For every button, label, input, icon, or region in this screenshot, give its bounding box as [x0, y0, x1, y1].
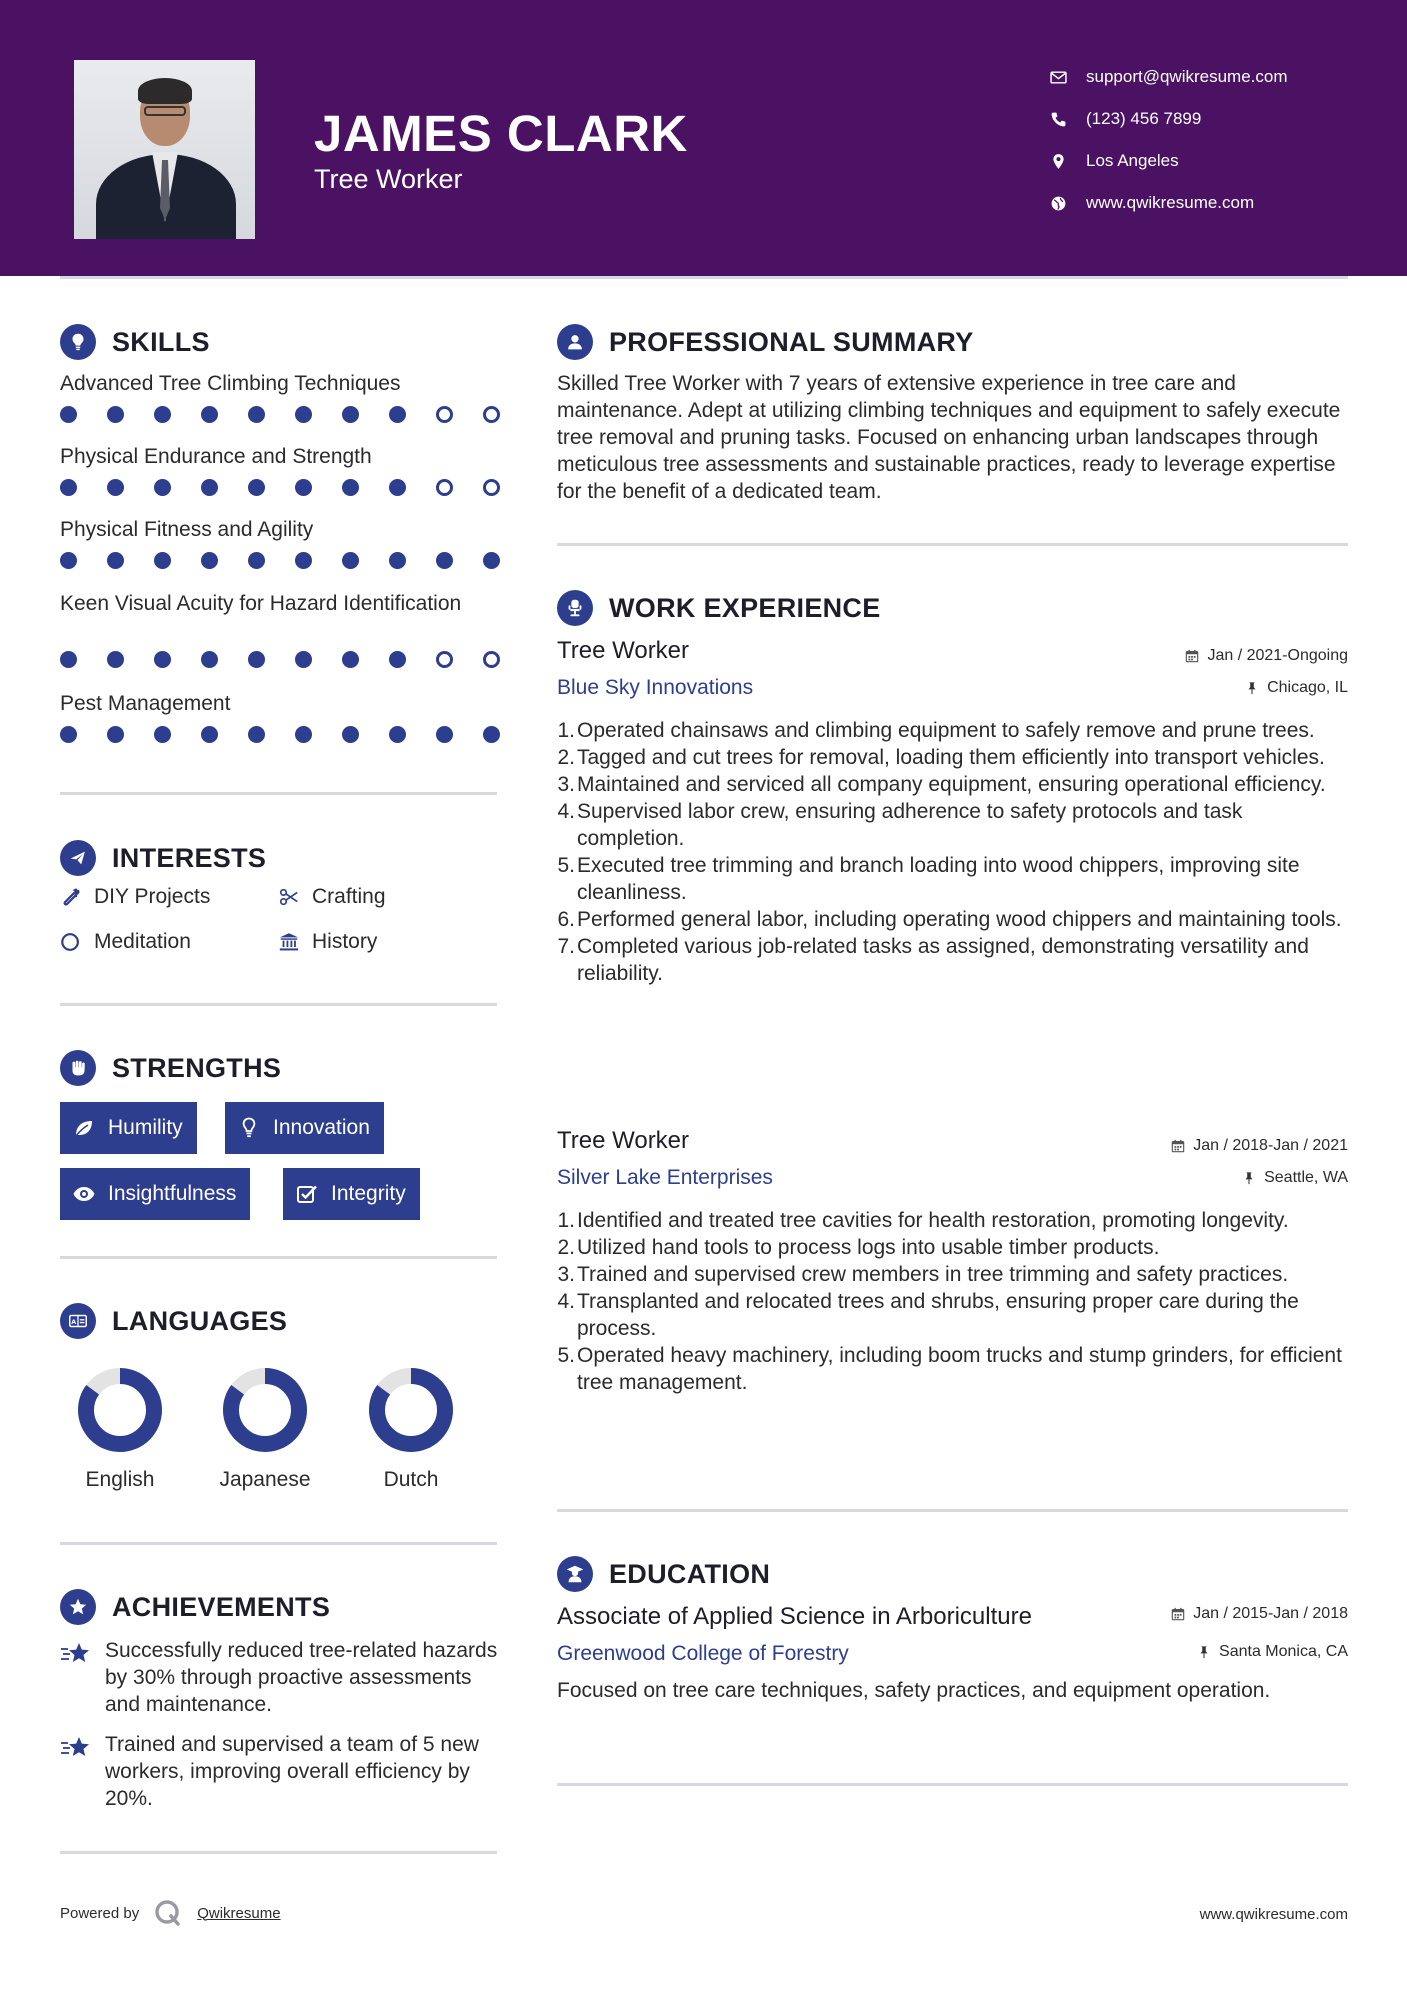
calendar-icon: [1171, 1607, 1185, 1621]
pushpin-icon: [1197, 1645, 1211, 1659]
job-duties-list: [557, 717, 1347, 987]
skill-rating: [60, 552, 500, 569]
job-company: Blue Sky Innovations: [557, 676, 754, 699]
rating-dot-empty: [483, 651, 500, 668]
graduate-icon: [557, 1556, 593, 1592]
job-duty-item: 6. Performed general labor, including operating wood chippers and maintaining tools.: [557, 908, 1342, 931]
rating-dot-filled: [60, 726, 77, 743]
skill-rating: [60, 479, 500, 496]
section-divider: [557, 1783, 1348, 1786]
rating-dot-empty: [436, 651, 453, 668]
job-duties-list: [557, 1207, 1347, 1396]
rating-dot-empty: [436, 479, 453, 496]
job-duty-item: 3. Trained and supervised crew members in tree trimming and safety practices.: [557, 1263, 1289, 1286]
rating-dot-filled: [248, 651, 265, 668]
lightbulb-icon: [237, 1116, 261, 1140]
interest-meditation: Meditation: [60, 930, 191, 954]
section-divider: [60, 1256, 497, 1259]
leaf-icon: [72, 1116, 96, 1140]
rating-dot-filled: [154, 651, 171, 668]
rating-dot-filled: [154, 552, 171, 569]
rating-dot-filled: [60, 406, 77, 423]
job-duty-item: 2. Tagged and cut trees for removal, loading them efficiently into transport vehicles.: [557, 746, 1325, 769]
scissors-icon: [278, 886, 312, 908]
skill-name: Advanced Tree Climbing Techniques: [60, 372, 401, 395]
lightbulb-icon: [60, 324, 96, 360]
rating-dot-filled: [201, 552, 218, 569]
job-duty-item: 2. Utilized hand tools to process logs into usable timber products.: [557, 1236, 1160, 1259]
eye-icon: [72, 1182, 96, 1206]
section-divider: [60, 1851, 497, 1854]
summary-heading: PROFESSIONAL SUMMARY: [557, 324, 974, 360]
pushpin-icon: [1242, 1171, 1256, 1185]
language-proficiency-ring: [367, 1366, 455, 1454]
user-icon: [557, 324, 593, 360]
fist-icon: [60, 1050, 96, 1086]
strength-tag-insightfulness: Insightfulness: [60, 1168, 250, 1220]
contact-location: Los Angeles: [1050, 140, 1380, 182]
contact-phone[interactable]: (123) 456 7899: [1050, 98, 1380, 140]
section-divider: [557, 1509, 1348, 1512]
rating-dot-filled: [389, 651, 406, 668]
job-company: Silver Lake Enterprises: [557, 1166, 773, 1189]
job-location: Seattle, WA: [1242, 1169, 1348, 1187]
job-duty-item: 1. Operated chainsaws and climbing equipment to safely remove and prune trees.: [557, 719, 1315, 742]
language-name: Dutch: [383, 1468, 439, 1491]
rating-dot-filled: [107, 651, 124, 668]
rating-dot-filled: [154, 479, 171, 496]
rating-dot-filled: [154, 726, 171, 743]
briefcase-chair-icon: [557, 590, 593, 626]
rating-dot-filled: [436, 552, 453, 569]
job-title: Tree Worker: [557, 1127, 690, 1154]
footer-website-link[interactable]: www.qwikresume.com: [1199, 1906, 1348, 1923]
skill-rating: [60, 726, 500, 743]
contact-website[interactable]: www.qwikresume.com: [1050, 182, 1380, 224]
candidate-title: Tree Worker: [314, 164, 463, 194]
calendar-icon: [1185, 649, 1199, 663]
rating-dot-filled: [201, 726, 218, 743]
rating-dot-filled: [248, 479, 265, 496]
education-degree: Associate of Applied Science in Arboriculture: [557, 1603, 1032, 1630]
profile-photo: [74, 60, 255, 239]
rating-dot-filled: [295, 726, 312, 743]
footer-brand-link[interactable]: Qwikresume: [197, 1904, 281, 1922]
job-location: Chicago, IL: [1245, 679, 1348, 697]
language-proficiency-ring: [221, 1366, 309, 1454]
strength-tag-innovation: Innovation: [225, 1102, 384, 1154]
rating-dot-filled: [342, 406, 359, 423]
rating-dot-filled: [389, 552, 406, 569]
shooting-star-icon: [60, 1731, 105, 1812]
globe-icon: [1050, 195, 1086, 212]
rating-dot-filled: [107, 552, 124, 569]
rating-dot-filled: [389, 479, 406, 496]
rating-dot-filled: [248, 726, 265, 743]
language-name: English: [85, 1468, 155, 1491]
language-item: [60, 1366, 180, 1492]
star-badge-icon: [60, 1589, 96, 1625]
strength-tag-integrity: Integrity: [283, 1168, 420, 1220]
strengths-heading: STRENGTHS: [60, 1050, 281, 1086]
rating-dot-filled: [60, 479, 77, 496]
rating-dot-filled: [389, 726, 406, 743]
shooting-star-icon: [60, 1637, 105, 1718]
language-name: Japanese: [219, 1468, 311, 1491]
rating-dot-filled: [342, 726, 359, 743]
language-item: [351, 1366, 471, 1492]
skill-rating: [60, 651, 500, 668]
job-duty-item: 4. Supervised labor crew, ensuring adherence to safety protocols and task completion.: [557, 800, 1243, 850]
language-item: [205, 1366, 325, 1492]
interests-heading: INTERESTS: [60, 840, 266, 876]
section-divider: [557, 543, 1348, 546]
section-divider: [60, 1003, 497, 1006]
rating-dot-filled: [248, 406, 265, 423]
achievement-item: Successfully reduced tree-related hazards by 30% through proactive assessments and maintenance.: [60, 1637, 500, 1718]
rating-dot-filled: [201, 651, 218, 668]
contact-email[interactable]: support@qwikresume.com: [1050, 56, 1380, 98]
rating-dot-filled: [201, 406, 218, 423]
phone-icon: [1050, 111, 1086, 128]
rating-dot-filled: [60, 651, 77, 668]
candidate-name: JAMES CLARK: [314, 105, 688, 162]
language-icon: [60, 1303, 96, 1339]
interest-history: History: [278, 930, 377, 954]
check-square-icon: [295, 1182, 319, 1206]
footer-powered-by: Powered by Qwikresume: [60, 1898, 281, 1928]
header-divider: [60, 276, 1348, 279]
rating-dot-filled: [342, 552, 359, 569]
job-duty-item: 5. Operated heavy machinery, including boom trucks and stump grinders, for efficient tree management.: [557, 1344, 1342, 1394]
skill-name: Physical Endurance and Strength: [60, 445, 372, 468]
rating-dot-empty: [483, 479, 500, 496]
job-duty-item: 3. Maintained and serviced all company equipment, ensuring operational efficiency.: [557, 773, 1326, 796]
education-description: Focused on tree care techniques, safety practices, and equipment operation.: [557, 1679, 1271, 1702]
skill-name: Physical Fitness and Agility: [60, 518, 314, 541]
rating-dot-filled: [342, 651, 359, 668]
rating-dot-filled: [295, 479, 312, 496]
rating-dot-filled: [483, 726, 500, 743]
contact-list: [1050, 56, 1380, 224]
rating-dot-filled: [107, 406, 124, 423]
strength-tag-humility: Humility: [60, 1102, 197, 1154]
interest-crafting: Crafting: [278, 885, 386, 909]
languages-heading: A LANGUAGES: [60, 1303, 287, 1339]
svg-text:A: A: [71, 1318, 77, 1327]
rating-dot-filled: [342, 479, 359, 496]
rating-dot-filled: [154, 406, 171, 423]
language-proficiency-ring: [76, 1366, 164, 1454]
rating-dot-filled: [107, 726, 124, 743]
job-duty-item: 4. Transplanted and relocated trees and shrubs, ensuring proper care during the process.: [557, 1290, 1299, 1340]
skill-name: Pest Management: [60, 692, 231, 715]
job-dates: Jan / 2021-Ongoing: [1185, 647, 1348, 665]
qwikresume-logo-icon: [153, 1898, 183, 1928]
experience-heading: WORK EXPERIENCE: [557, 590, 881, 626]
rating-dot-filled: [295, 552, 312, 569]
calendar-icon: [1171, 1139, 1185, 1153]
education-heading: EDUCATION: [557, 1556, 770, 1592]
rating-dot-empty: [483, 406, 500, 423]
skill-rating: [60, 406, 500, 423]
rating-dot-filled: [389, 406, 406, 423]
job-duty-item: 7. Completed various job-related tasks as assigned, demonstrating versatility and reliability.: [557, 935, 1309, 985]
job-title: Tree Worker: [557, 637, 690, 664]
skill-name: Keen Visual Acuity for Hazard Identification: [60, 592, 462, 615]
circle-icon: [60, 931, 94, 953]
education-school: Greenwood College of Forestry: [557, 1642, 849, 1665]
rating-dot-filled: [295, 406, 312, 423]
rating-dot-filled: [248, 552, 265, 569]
job-dates: Jan / 2018-Jan / 2021: [1171, 1137, 1348, 1155]
education-location: Santa Monica, CA: [1197, 1643, 1348, 1661]
interest-diy-projects: DIY Projects: [60, 885, 210, 909]
paper-plane-icon: [60, 840, 96, 876]
rating-dot-filled: [295, 651, 312, 668]
pushpin-icon: [1245, 681, 1259, 695]
achievements-heading: ACHIEVEMENTS: [60, 1589, 330, 1625]
rating-dot-filled: [483, 552, 500, 569]
rating-dot-filled: [107, 479, 124, 496]
achievement-item: Trained and supervised a team of 5 new workers, improving overall efficiency by 20%.: [60, 1731, 500, 1812]
rating-dot-filled: [436, 726, 453, 743]
wrench-icon: [60, 886, 94, 908]
rating-dot-filled: [201, 479, 218, 496]
section-divider: [60, 1542, 497, 1545]
rating-dot-filled: [60, 552, 77, 569]
museum-icon: [278, 931, 312, 953]
job-duty-item: 1. Identified and treated tree cavities for health restoration, promoting longevity.: [557, 1209, 1289, 1232]
resume-header: [0, 0, 1407, 276]
education-dates: Jan / 2015-Jan / 2018: [1171, 1605, 1348, 1623]
section-divider: [60, 792, 497, 795]
envelope-icon: [1050, 69, 1086, 86]
rating-dot-empty: [436, 406, 453, 423]
job-duty-item: 5. Executed tree trimming and branch loading into wood chippers, improving site cleanliness.: [557, 854, 1300, 904]
map-pin-icon: [1050, 153, 1086, 170]
skills-heading: SKILLS: [60, 324, 210, 360]
summary-text: Skilled Tree Worker with 7 years of extensive experience in tree care and maintenance. Adept at utilizing climbing techniques and equipment to safely execute tree removal and pruning tasks. Focused on enhancing urban landscapes through meticulous tree assessments and sustainable practices, ready to leverage expertise for the benefit of a dedicated team.: [557, 372, 1341, 503]
